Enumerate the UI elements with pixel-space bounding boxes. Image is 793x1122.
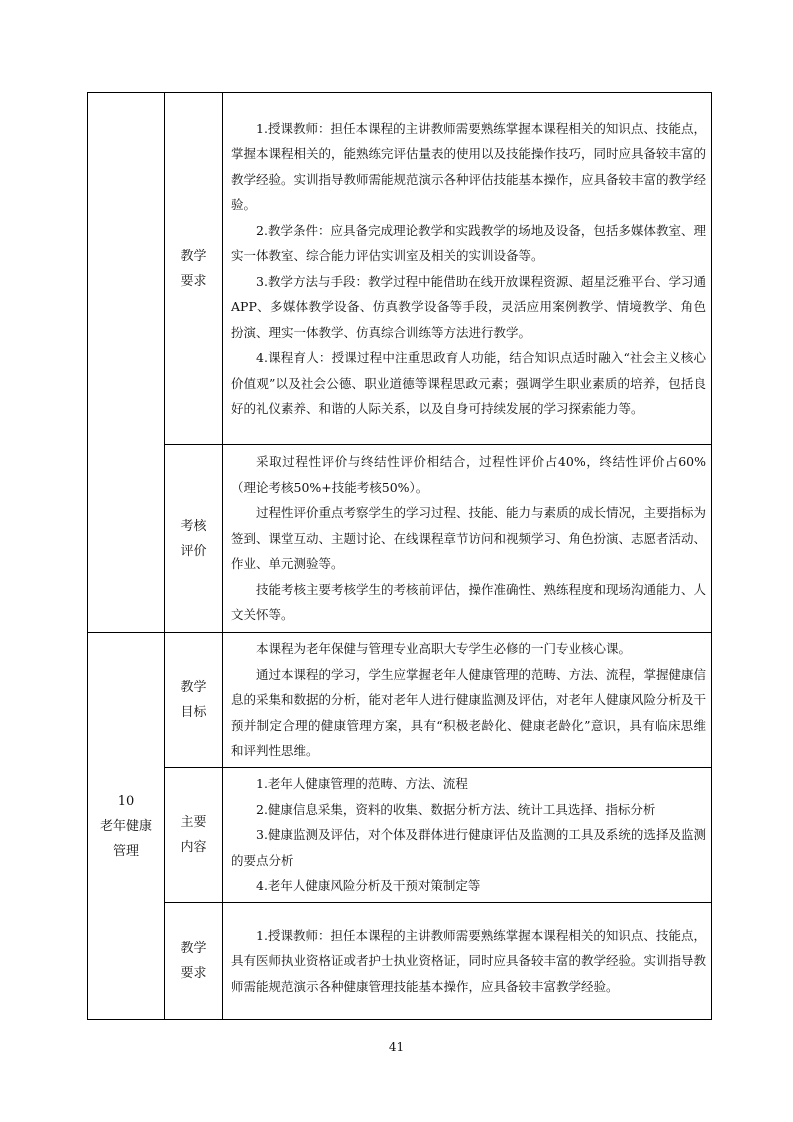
label-line: 内容 [180, 840, 207, 855]
label-line: 目标 [180, 705, 207, 720]
paragraph: 1.授课教师：担任本课程的主讲教师需要熟练掌握本课程相关的知识点、技能点，具有医师执业资格证或者护士执业资格证，同时应具备较丰富的教学经验。实训指导教师需能规范演示各种健康管理技能基本操作，应具备较丰富教学经验。 [231, 927, 707, 994]
paragraph: 2.教学条件：应具备完成理论教学和实践教学的场地及设备，包括多媒体教室、理实一体教室、综合能力评估实训室及相关的实训设备等。 [231, 222, 706, 263]
table-row [88, 93, 712, 445]
label-line: 要求 [180, 966, 207, 981]
label-line: 教学 [180, 248, 207, 264]
label-line: 评价 [180, 543, 207, 559]
page-number: 41 [388, 1040, 405, 1054]
course-cell-empty [88, 93, 165, 633]
label-line: 教学 [180, 941, 207, 956]
curriculum-table [87, 92, 712, 1020]
row-label-teaching-objectives [165, 633, 223, 768]
paragraph: 1.老年人健康管理的范畴、方法、流程 [256, 776, 468, 792]
row-label-teaching-requirements [165, 903, 223, 1020]
table-row [88, 768, 712, 903]
course-number: 10 [117, 793, 135, 809]
row-label-main-content [165, 768, 223, 903]
table-row [88, 445, 712, 633]
course-name-line: 老年健康 [99, 818, 152, 834]
label-line: 教学 [180, 680, 207, 695]
paragraph: 技能考核主要考核学生的考核前评估，操作准确性、熟练程度和现场沟通能力、人文关怀等。 [231, 581, 707, 623]
paragraph: 采取过程性评价与终结性评价相结合，过程性评价占40%，终结性评价占60%（理论考核50%+技能考核50%）。 [231, 454, 706, 495]
row-label-assessment [165, 445, 223, 633]
paragraph: 1.授课教师：担任本课程的主讲教师需要熟练掌握本课程相关的知识点、技能点，掌握本课程相关的，能熟练完评估量表的使用以及技能操作技巧，同时应具备较丰富的教学经验。实训指导教师需能规范演示各种评估技能基本操作，应具备较丰富的教学经验。 [231, 120, 707, 212]
paragraph: 3.健康监测及评估，对个体及群体进行健康评估及监测的工具及系统的选择及监测的要点分析 [231, 827, 706, 868]
paragraph: 本课程为老年保健与管理专业高职大专学生必修的一门专业核心课。 [256, 641, 632, 657]
content-cell [223, 903, 712, 1020]
label-line: 主要 [180, 815, 207, 830]
content-cell [223, 633, 712, 768]
content-cell [223, 445, 712, 633]
course-name-line: 管理 [112, 843, 139, 859]
label-line: 要求 [180, 273, 207, 289]
content-cell [223, 93, 712, 445]
course-name-cell [88, 633, 165, 1020]
paragraph: 3.教学方法与手段：教学过程中能借助在线开放课程资源、超星泛雅平台、学习通APP、多媒体教学设备、仿真教学设备等手段，灵活应用案例教学、情境教学、角色扮演、理实一体教学、仿真综合训练等方法进行教学。 [231, 273, 706, 340]
paragraph: 4.老年人健康风险分析及干预对策制定等 [256, 878, 481, 894]
content-cell [223, 768, 712, 903]
label-line: 考核 [180, 518, 207, 534]
table-row [88, 633, 712, 768]
paragraph: 4.课程育人：授课过程中注重思政育人功能，结合知识点适时融入“社会主义核心价值观”以及社会公德、职业道德等课程思政元素；强调学生职业素质的培养，包括良好的礼仪素养、和谐的人际关系，以及自身可持续发展的学习探索能力等。 [231, 350, 706, 416]
row-label-teaching-requirements [165, 93, 223, 445]
paragraph: 过程性评价重点考察学生的学习过程、技能、能力与素质的成长情况，主要指标为签到、课堂互动、主题讨论、在线课程章节访问和视频学习、角色扮演、志愿者活动、作业、单元测验等。 [231, 505, 707, 572]
table-row [88, 903, 712, 1020]
paragraph: 通过本课程的学习，学生应掌握老年人健康管理的范畴、方法、流程，掌握健康信息的采集和数据的分析，能对老年人进行健康监测及评估，对老年人健康风险分析及干预并制定合理的健康管理方案，具有“积极老龄化、健康老龄化”意识，具有临床思维和评判性思维。 [231, 666, 707, 759]
paragraph: 2.健康信息采集，资料的收集、数据分析方法、统计工具选择、指标分析 [256, 801, 656, 817]
